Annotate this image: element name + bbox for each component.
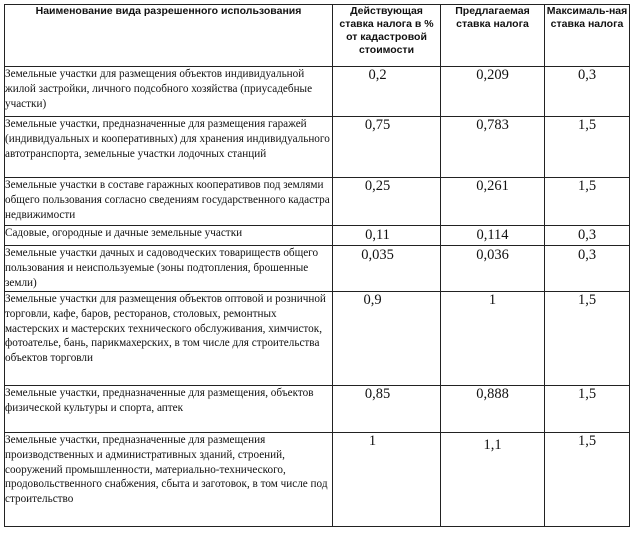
tax-rate-table [4,4,630,527]
row-proposed-rate: 0,261 [441,178,545,226]
row-current-rate [333,433,441,527]
table-row [5,178,630,226]
header-current-rate: Действующая ставка налога в % от кадастровой стоимости [333,5,441,67]
cell-value: 0,035 [361,247,394,263]
row-proposed-rate: 0,036 [441,246,545,292]
cell-value: 0,75 [364,117,391,133]
row-current-rate [333,67,441,117]
header-proposed-rate: Предлагаемая ставка налога [441,5,545,67]
cell-value: 1,1 [483,437,502,453]
row-max-rate: 0,3 [545,246,630,292]
row-name: Земельные участки для размещения объектов оптовой и розничной торговли, кафе, баров, ресторанов, столовых, ремонтных мастерских и мастерских технического обслуживания, химчисток, фотоателье, бань, парикмахерских, в том числе для строительства объектов торговли [5,292,333,386]
header-max-rate: Максималь-ная ставка налога [545,5,630,67]
table-row [5,117,630,178]
row-name: Земельные участки в составе гаражных кооперативов под землями общего пользования согласно сведениям государственного кадастра недвижимости [5,178,333,226]
row-max-rate: 1,5 [545,178,630,226]
row-current-rate [333,178,441,226]
row-name: Садовые, огородные и дачные земельные участки [5,226,333,246]
table-row [5,67,630,117]
row-current-rate [333,292,441,386]
table-row [5,433,630,527]
row-max-rate: 1,5 [545,386,630,433]
row-name: Земельные участки для размещения объектов индивидуальной жилой застройки, личного подсобного хозяйства (приусадебные участки) [5,67,333,117]
cell-value: 0,25 [364,178,391,194]
table-row [5,292,630,386]
row-current-rate [333,226,441,246]
row-max-rate: 0,3 [545,67,630,117]
table-row [5,226,630,246]
row-current-rate [333,246,441,292]
row-proposed-rate: 0,888 [441,386,545,433]
row-current-rate [333,117,441,178]
row-proposed-rate: 0,209 [441,67,545,117]
cell-value: 0,2 [368,67,387,83]
row-current-rate [333,386,441,433]
row-max-rate: 1,5 [545,117,630,178]
cell-value: 0,85 [364,386,391,402]
row-proposed-rate: 1 [441,292,545,386]
row-name: Земельные участки, предназначенные для размещения производственных и административных зданий, строений, сооружений промышленности, материально-технического, продовольственного снабжения, сбыта и заготовок, в том числе под строительство [5,433,333,527]
row-name: Земельные участки, предназначенные для размещения гаражей (индивидуальных и кооперативных) для хранения индивидуального автотранспорта, земельные участки лодочных станций [5,117,333,178]
row-name: Земельные участки, предназначенные для размещения, объектов физической культуры и спорта, аптек [5,386,333,433]
table-row [5,386,630,433]
table-row [5,246,630,292]
cell-value: 0,9 [363,292,382,308]
row-name: Земельные участки дачных и садоводческих товариществ общего пользования и неиспользуемые (зоны подтопления, брошенные земли) [5,246,333,292]
row-max-rate: 0,3 [545,226,630,246]
row-proposed-rate: 0,783 [441,117,545,178]
row-proposed-rate [441,433,545,527]
header-name: Наименование вида разрешенного использования [5,5,333,67]
row-max-rate: 1,5 [545,292,630,386]
row-max-rate: 1,5 [545,433,630,527]
cell-value: 0,11 [365,227,390,243]
cell-value: 1 [368,433,377,449]
row-proposed-rate: 0,114 [441,226,545,246]
table-header-row [5,5,630,67]
